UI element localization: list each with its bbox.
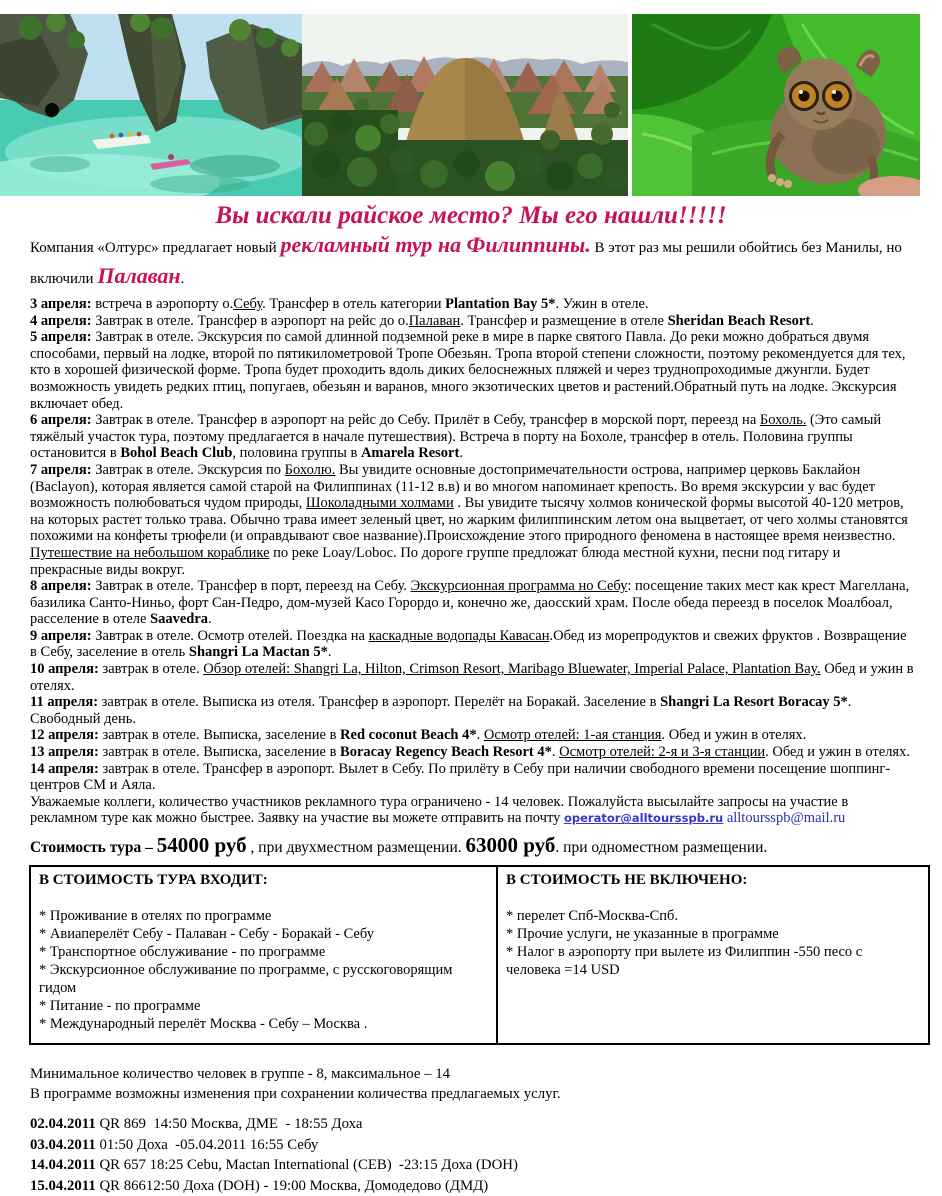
text-segment: по реке Loay/Loboc. По дороге группе предложат блюда местной кухни, песни под гитару и прекрасные виды вокруг. (30, 545, 840, 578)
text-segment: Bohol Beach Club (120, 445, 232, 461)
included-item: * Экскурсионное обслуживание по программе, с русскоговорящим гидом (39, 961, 488, 997)
page-title: Вы искали райское место? Мы его нашли!!!!! (0, 201, 942, 231)
day-paragraph-6-april (30, 412, 914, 462)
photo-strip (0, 0, 942, 196)
paragraph-river-cruise (30, 545, 914, 578)
intro-paragraph (30, 231, 914, 293)
included-cell (30, 866, 497, 1044)
text-segment: 8 апреля: (30, 578, 92, 594)
text-segment: каскадные водопады Кавасан (369, 628, 550, 644)
text-segment: 9 апреля: (30, 628, 92, 644)
text-segment: .Обед из морепродуктов и свежих фруктов . Возвращение в Себу, заселение в отель (30, 628, 907, 661)
text-segment: Завтрак в отеле. Трансфер в порт, переезд на Себу. (92, 578, 411, 594)
text-segment: встреча в аэропорту о. (92, 296, 234, 312)
text-segment: Путешествие на небольшом кораблике (30, 545, 270, 561)
text-segment: 13 апреля: (30, 744, 99, 760)
text-segment: . (328, 644, 332, 660)
text-segment: . (477, 727, 484, 743)
flight-details: QR 657 18:25 Cebu, Mactan International (CEB) -23:15 Доха (DOH) (96, 1157, 518, 1173)
text-segment: Shangri La Mactan 5* (189, 644, 328, 660)
included-header: В СТОИМОСТЬ ТУРА ВХОДИТ: (39, 871, 488, 889)
text-segment: 7 апреля: (30, 462, 92, 478)
text-segment: Sheridan Beach Resort (668, 313, 811, 329)
tarsier-image (632, 14, 920, 196)
text-segment: Завтрак в отеле. Трансфер в аэропорт на рейс до о. (92, 313, 409, 329)
chocolate-hills-image (302, 14, 628, 196)
flight-date: 14.04.2011 (30, 1157, 96, 1173)
text-segment: . (459, 445, 463, 461)
price-line (30, 832, 914, 861)
text-segment: Завтрак в отеле. Экскурсия по (92, 462, 285, 478)
flight-details: QR 86612:50 Доха (DOH) - 19:00 Москва, Домодедово (ДМД) (96, 1178, 488, 1194)
included-item: * Авиаперелёт Себу - Палаван - Себу - Боракай - Себу (39, 925, 488, 943)
text-segment: . Трансфер и размещение в отеле (460, 313, 667, 329)
text-segment: 6 апреля: (30, 412, 92, 428)
day-paragraph-14-april (30, 761, 914, 794)
text-segment: Plantation Bay 5* (445, 296, 555, 312)
email-link-operator[interactable]: operator@alltoursspb.ru (564, 811, 723, 825)
text-segment: Экскурсионная программа но Себу (411, 578, 628, 594)
text-segment: Осмотр отелей: 2-я и 3-я станции (559, 744, 765, 760)
text-segment: 11 апреля: (30, 694, 98, 710)
group-notes (30, 1065, 942, 1104)
day-paragraph-9-april (30, 628, 914, 661)
text-segment: . Обед и ужин в отелях. (765, 744, 910, 760)
flight-date: 15.04.2011 (30, 1178, 96, 1194)
text-segment: Завтрак в отеле. Экскурсия по самой длинной подземной реке в мире в парке святого Павла. До реки можно добраться двумя способами, первый на лодке, второй по пятикилометровой Тропе Обезьян. Тропа второй степени сложности, поэтому рекомендуется для тех, кто в хорошей физической форме. Тропа будет проходить вдоль диких белоснежных пляжей и через труднопроходимые джунгли. Будет возможность увидеть редких птиц, попугаев, обезьян и варанов, много экзотических цветов и растений.Обратный путь на лодке. Экскурсия включает обед. (30, 329, 905, 411)
text-segment: В этот раз мы решили обойтись без Манилы, но включили (30, 240, 902, 287)
photo-tarsier (632, 14, 920, 196)
photo-el-nido-lagoon (0, 14, 302, 196)
note-group-size: Минимальное количество человек в группе - 8, максимальное – 14 (30, 1065, 942, 1085)
text-segment: Обзор отелей: Shangri La, Hilton, Crimson Resort, Maribago Bluewater, Imperial Palace, Plantation Bay. (203, 661, 820, 677)
text-segment: , половина группы в (232, 445, 361, 461)
text-segment: Завтрак в отеле. Осмотр отелей. Поездка на (92, 628, 369, 644)
flight-details: QR 869 14:50 Москва, ДМЕ - 18:55 Доха (96, 1116, 363, 1132)
text-segment: : посещение таких мест как крест Магеллана, базилика Санто-Ниньо, форт Сан-Педро, дом-музей Касо Горордо и, конечно же, даосский храм. После обеда переезд в поселок Моалбоал, расселение в отеле (30, 578, 909, 627)
flight-schedule (30, 1114, 942, 1196)
text-segment: завтрак в отеле. Трансфер в аэропорт. Вылет в Себу. По прилёту в Себу при наличии свободного времени посещение шоппинг-центров СМ и Аяла. (30, 761, 890, 794)
note-program-changes: В программе возможны изменения при сохранении количества предлагаемых услуг. (30, 1085, 942, 1105)
text-segment: Завтрак в отеле. Трансфер в аэропорт на рейс до Себу. Прилёт в Себу, трансфер в морской порт, переезд на (92, 412, 760, 428)
text-segment: . Вы увидите тысячу холмов конической формы высотой 40-120 метров, на которых растет только трава. Обычно трава имеет зеленый цвет, но жарким филиппинским летом она выцветает, от чего холмы становятся похожими на конфеты трюфели (и оправдывают свое название).Происхождение этого природного феномена в настоящее время неизвестно. (30, 495, 908, 544)
text-segment: завтрак в отеле. Выписка, заселение в (99, 744, 340, 760)
photo-chocolate-hills (302, 14, 628, 196)
excluded-item: * перелет Спб-Москва-Спб. (506, 907, 920, 925)
flight-date: 02.04.2011 (30, 1116, 96, 1132)
day-paragraph-10-april (30, 661, 914, 694)
text-segment: Бохолю. (285, 462, 336, 478)
excluded-item: * Прочие услуги, не указанные в программе (506, 925, 920, 943)
text-segment: 5 апреля: (30, 329, 92, 345)
day-paragraph-11-april (30, 694, 914, 727)
text-segment: Бохоль. (760, 412, 806, 428)
text-segment: 54000 руб (157, 833, 247, 857)
flight-date: 03.04.2011 (30, 1137, 96, 1153)
text-segment: . (810, 313, 814, 329)
flight-details: 01:50 Доха -05.04.2011 16:55 Себу (96, 1137, 318, 1153)
text-segment: Amarela Resort (361, 445, 459, 461)
day-paragraph-5-april (30, 329, 914, 412)
text-segment: . Свободный день. (30, 694, 851, 727)
day-paragraph-7-april (30, 462, 914, 545)
paragraph-colleagues-note (30, 794, 914, 827)
excluded-cell (497, 866, 929, 1044)
text-segment: Палаван (409, 313, 461, 329)
text-segment: . Обед и ужин в отелях. (661, 727, 806, 743)
text-segment: Компания «Олтурс» предлагает новый (30, 240, 280, 256)
text-segment: 10 апреля: (30, 661, 99, 677)
text-segment: Обед и ужин в отелях. (30, 661, 914, 694)
text-segment: Шоколадными холмами (306, 495, 454, 511)
included-item: * Транспортное обслуживание - по программе (39, 943, 488, 961)
text-segment: . при одноместном размещении. (555, 839, 767, 856)
day-paragraph-12-april (30, 727, 914, 744)
text-segment: Уважаемые коллеги, количество участников рекламного тура ограничено - 14 человек. Пожалуйста высылайте запросы на участие в рекламном туре как можно быстрее. Заявку на участие вы можете отправить на почту (30, 794, 848, 827)
text-segment: 3 апреля: (30, 296, 92, 312)
text-segment: завтрак в отеле. (99, 661, 203, 677)
text-segment: Вы увидите основные достопримечательности острова, например церковь Баклайон (Baclayon), которая является самой старой на Филиппинах (11-12 в.в) и во многом напоминает крепость. Во время экскурсии у вас будет возможность полюбоваться чудом природы, (30, 462, 875, 511)
text-segment: завтрак в отеле. Выписка, заселение в (99, 727, 340, 743)
text-segment: Boracay Regency Beach Resort 4* (340, 744, 552, 760)
text-segment: завтрак в отеле. Выписка из отеля. Трансфер в аэропорт. Перелёт на Боракай. Заселение в (98, 694, 660, 710)
email-link-mail[interactable]: alltoursspb@mail.ru (727, 810, 845, 826)
document-body (30, 231, 914, 861)
text-segment: рекламный тур на Филиппины. (280, 232, 590, 257)
text-segment: Стоимость тура – (30, 839, 157, 856)
text-segment: Палаван (97, 263, 180, 288)
text-segment: (Это самый тяжёлый участок тура, поэтому предлагается в начале путешествия). Встреча в порту на Бохоле, трансфер в отель. Половина группы остановится в (30, 412, 881, 461)
text-segment: . Трансфер в отель категории (262, 296, 445, 312)
flight-row (30, 1114, 942, 1135)
itinerary (30, 296, 914, 827)
excluded-header: В СТОИМОСТЬ НЕ ВКЛЮЧЕНО: (506, 871, 920, 889)
lagoon-image (0, 14, 302, 196)
included-item: * Международный перелёт Москва - Себу – Москва . (39, 1015, 488, 1033)
day-paragraph-8-april (30, 578, 914, 628)
text-segment: . (181, 271, 185, 287)
text-segment: 12 апреля: (30, 727, 99, 743)
text-segment: Осмотр отелей: 1-ая станция (484, 727, 662, 743)
text-segment: 63000 руб (466, 833, 556, 857)
text-segment: Себу (233, 296, 262, 312)
day-paragraph-4-april (30, 313, 914, 330)
text-segment: Shangri La Resort Boracay 5* (660, 694, 848, 710)
day-paragraph-13-april (30, 744, 914, 761)
text-segment: . Ужин в отеле. (556, 296, 649, 312)
text-segment: . (552, 744, 559, 760)
excluded-item: * Налог в аэропорту при вылете из Филиппин -550 песо с человека =14 USD (506, 943, 920, 979)
text-segment: . (208, 611, 212, 627)
flight-row (30, 1176, 942, 1196)
text-segment: 4 апреля: (30, 313, 92, 329)
flight-row (30, 1155, 942, 1176)
flight-row (30, 1135, 942, 1156)
included-item: * Питание - по программе (39, 997, 488, 1015)
text-segment: Saavedra (150, 611, 208, 627)
included-item: * Проживание в отелях по программе (39, 907, 488, 925)
pricing-table (29, 865, 930, 1045)
text-segment: Red coconut Beach 4* (340, 727, 477, 743)
day-paragraph-3-april (30, 296, 914, 313)
text-segment: 14 апреля: (30, 761, 99, 777)
text-segment: , при двухместном размещении. (247, 839, 466, 856)
